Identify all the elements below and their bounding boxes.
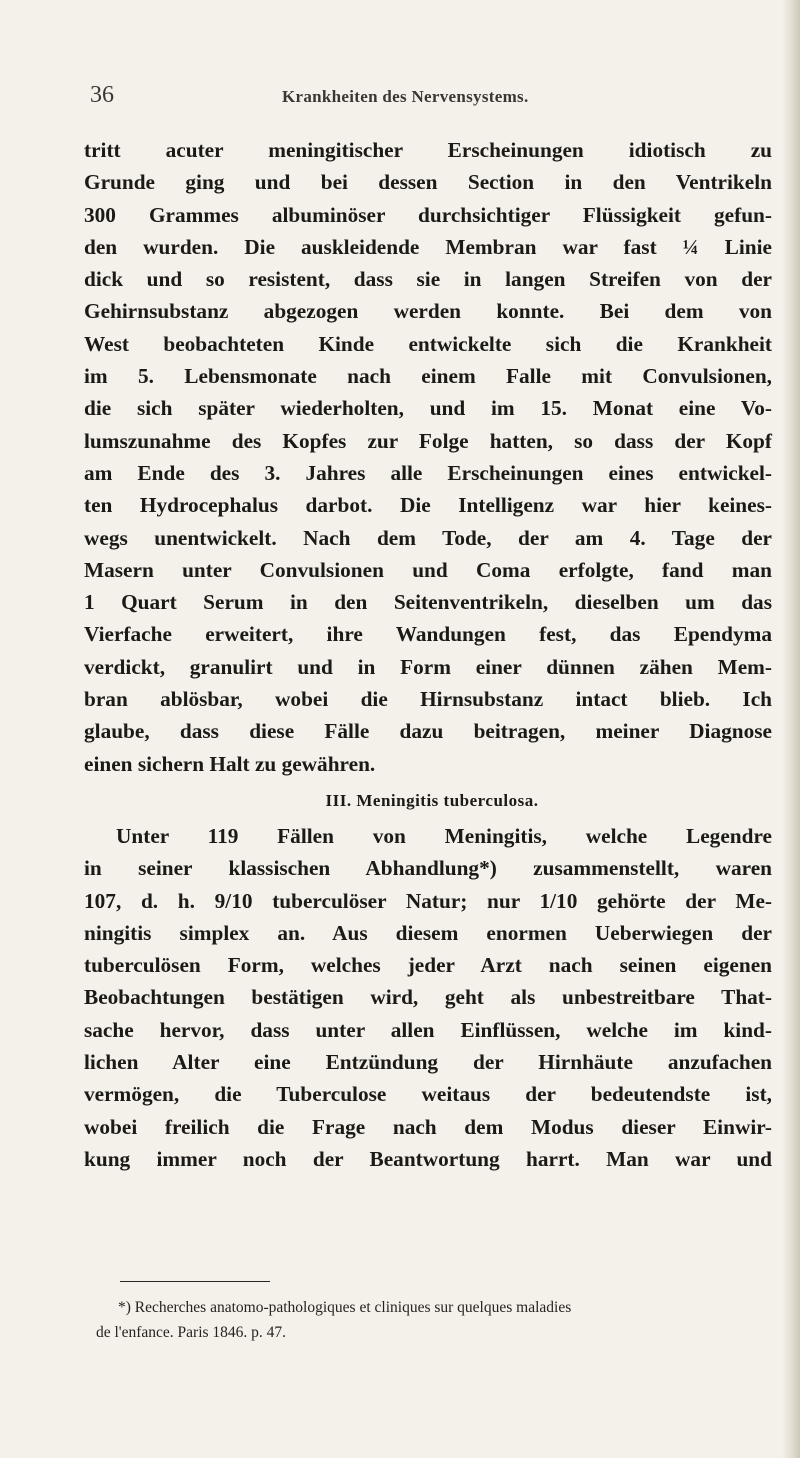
text-line: 107, d. h. 9/10 tuberculöser Natur; nur 1/10 gehörte der Me- bbox=[84, 888, 772, 913]
text-line: die sich später wiederholten, und im 15. Monat eine Vo- bbox=[84, 396, 772, 421]
text-line: West beobachteten Kinde entwickelte sich die Krankheit bbox=[84, 331, 772, 356]
text-line: Unter 119 Fällen von Meningitis, welche Legendre bbox=[116, 823, 772, 848]
text-line: lumszunahme des Kopfes zur Folge hatten, so dass der Kopf bbox=[84, 428, 772, 453]
text-line: Gehirnsubstanz abgezogen werden konnte. Bei dem von bbox=[84, 299, 772, 324]
text-line: wobei freilich die Frage nach dem Modus dieser Einwir- bbox=[84, 1114, 772, 1139]
text-line: tuberculösen Form, welches jeder Arzt nach seinen eigenen bbox=[84, 953, 772, 978]
section-heading: III. Meningitis tuberculosa. bbox=[325, 790, 539, 810]
text-line: dick und so resistent, dass sie in langen Streifen von der bbox=[84, 267, 772, 292]
text-line: Vierfache erweitert, ihre Wandungen fest, das Ependyma bbox=[84, 622, 772, 647]
page-header bbox=[90, 82, 770, 122]
running-title: Krankheiten des Nervensystems. bbox=[282, 87, 529, 106]
text-line: ten Hydrocephalus darbot. Die Intelligenz war hier keines- bbox=[84, 493, 772, 518]
text-line: Beobachtungen bestätigen wird, geht als unbestreitbare That- bbox=[84, 985, 772, 1010]
text-line: vermögen, die Tuberculose weitaus der bedeutendste ist, bbox=[84, 1082, 772, 1107]
text-line: ningitis simplex an. Aus diesem enormen Ueberwiegen der bbox=[84, 920, 772, 945]
paragraph-1 bbox=[84, 134, 772, 780]
footnote-divider bbox=[120, 1281, 270, 1282]
body-text bbox=[84, 134, 772, 1175]
text-line: wegs unentwickelt. Nach dem Tode, der am 4. Tage der bbox=[84, 525, 772, 550]
page-number: 36 bbox=[90, 82, 114, 108]
text-line: in seiner klassischen Abhandlung*) zusammenstellt, waren bbox=[84, 856, 772, 881]
text-line: sache hervor, dass unter allen Einflüssen, welche im kind- bbox=[84, 1017, 772, 1042]
footnote-line: de l'enfance. Paris 1846. p. 47. bbox=[96, 1324, 287, 1341]
text-line: den wurden. Die auskleidende Membran war fast ¼ Linie bbox=[84, 234, 772, 259]
text-line: lichen Alter eine Entzündung der Hirnhäute anzufachen bbox=[84, 1050, 772, 1075]
text-line: am Ende des 3. Jahres alle Erscheinungen eines entwickel- bbox=[84, 460, 772, 485]
footnote-line: *) Recherches anatomo-pathologiques et cliniques sur quelques maladies bbox=[118, 1299, 572, 1316]
text-line: Grunde ging und bei dessen Section in den Ventrikeln bbox=[84, 170, 772, 195]
text-line: Masern unter Convulsionen und Coma erfolgte, fand man bbox=[84, 557, 772, 582]
footnote bbox=[96, 1295, 776, 1345]
text-line: bran ablösbar, wobei die Hirnsubstanz intact blieb. Ich bbox=[84, 687, 772, 712]
text-line: 1 Quart Serum in den Seitenventrikeln, dieselben um das bbox=[84, 590, 772, 615]
page-edge-shadow bbox=[782, 0, 800, 1458]
text-line: einen sichern Halt zu gewähren. bbox=[84, 751, 376, 776]
text-line: verdickt, granulirt und in Form einer dünnen zähen Mem- bbox=[84, 654, 772, 679]
text-line: kung immer noch der Beantwortung harrt. Man war und bbox=[84, 1146, 772, 1171]
text-line: 300 Grammes albuminöser durchsichtiger Flüssigkeit gefun- bbox=[84, 202, 772, 227]
text-line: im 5. Lebensmonate nach einem Falle mit Convulsionen, bbox=[84, 364, 772, 389]
paragraph-2 bbox=[84, 820, 772, 1175]
text-line: glaube, dass diese Fälle dazu beitragen, meiner Diagnose bbox=[84, 719, 772, 744]
text-line: tritt acuter meningitischer Erscheinungen idiotisch zu bbox=[84, 138, 772, 162]
